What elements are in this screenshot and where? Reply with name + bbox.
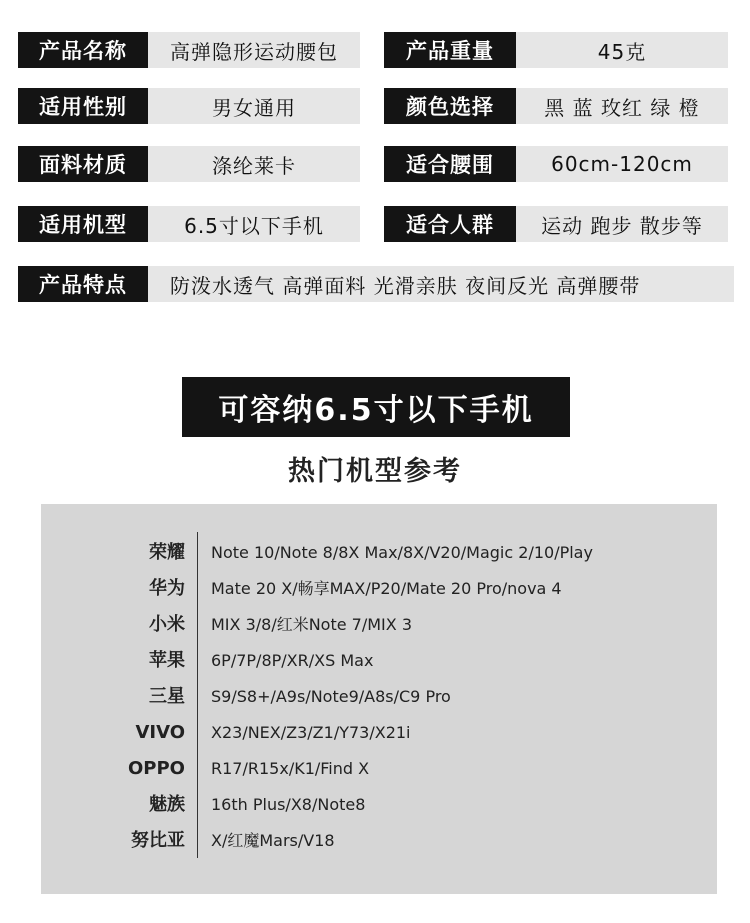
model-list: 6P/7P/8P/XR/XS Max <box>211 651 374 670</box>
model-list: MIX 3/8/红米Note 7/MIX 3 <box>211 615 412 634</box>
models-subtitle: 热门机型参考 <box>288 456 462 487</box>
weight-value: 45克 <box>516 32 728 68</box>
model-row <box>0 823 750 859</box>
crowd-value: 运动 跑步 散步等 <box>516 206 728 242</box>
spec-row-2-right <box>384 88 728 124</box>
phone-value: 6.5寸以下手机 <box>148 206 360 242</box>
color-value: 黑 蓝 玫红 绿 橙 <box>516 88 728 124</box>
model-list: R17/R15x/K1/Find X <box>211 759 370 778</box>
weight-label: 产品重量 <box>384 32 516 68</box>
brand-name: 小米 <box>149 614 185 635</box>
model-row <box>0 535 750 571</box>
product-name-label: 产品名称 <box>18 32 148 68</box>
brand-name: 荣耀 <box>149 542 185 563</box>
waist-value: 60cm-120cm <box>516 146 728 182</box>
fabric-value: 涤纶莱卡 <box>148 146 360 182</box>
model-row <box>0 607 750 643</box>
spec-row-4-right <box>384 206 728 242</box>
model-list: 16th Plus/X8/Note8 <box>211 795 366 814</box>
fabric-label: 面料材质 <box>18 146 148 182</box>
model-list: X23/NEX/Z3/Z1/Y73/X21i <box>211 723 411 742</box>
spec-row-2 <box>18 88 360 124</box>
model-row <box>0 715 750 751</box>
gender-value: 男女通用 <box>148 88 360 124</box>
brand-name: OPPO <box>128 758 185 779</box>
spec-row-5 <box>18 266 734 302</box>
crowd-label: 适合人群 <box>384 206 516 242</box>
model-list: X/红魔Mars/V18 <box>211 831 335 850</box>
product-name-value: 高弹隐形运动腰包 <box>148 32 360 68</box>
features-label: 产品特点 <box>18 266 148 302</box>
model-row <box>0 643 750 679</box>
gender-label: 适用性别 <box>18 88 148 124</box>
spec-row-1-right <box>384 32 728 68</box>
spec-row-3 <box>18 146 360 182</box>
spec-row-1 <box>18 32 360 68</box>
model-list: Mate 20 X/畅享MAX/P20/Mate 20 Pro/nova 4 <box>211 579 562 598</box>
phone-capacity-banner: 可容纳6.5寸以下手机 <box>182 377 570 437</box>
spec-row-4 <box>18 206 360 242</box>
model-row <box>0 787 750 823</box>
brand-name: 苹果 <box>149 650 185 671</box>
brand-name: VIVO <box>135 722 185 743</box>
model-list: Note 10/Note 8/8X Max/8X/V20/Magic 2/10/Play <box>211 543 593 562</box>
model-row <box>0 751 750 787</box>
model-row <box>0 679 750 715</box>
model-row <box>0 571 750 607</box>
features-value: 防泼水透气 高弹面料 光滑亲肤 夜间反光 高弹腰带 <box>148 266 734 302</box>
brand-name: 华为 <box>149 578 185 599</box>
brand-name: 努比亚 <box>131 830 185 851</box>
color-label: 颜色选择 <box>384 88 516 124</box>
brand-name: 魅族 <box>149 794 185 815</box>
spec-row-3-right <box>384 146 728 182</box>
phone-label: 适用机型 <box>18 206 148 242</box>
model-list: S9/S8+/A9s/Note9/A8s/C9 Pro <box>211 687 451 706</box>
brand-name: 三星 <box>149 686 185 707</box>
waist-label: 适合腰围 <box>384 146 516 182</box>
